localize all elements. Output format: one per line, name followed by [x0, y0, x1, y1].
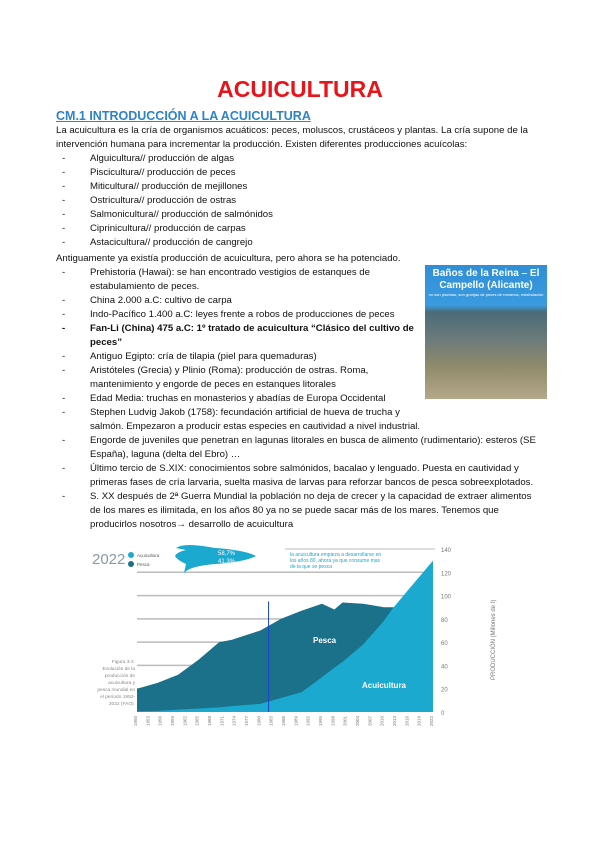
- x-tick-label: 1959: [170, 715, 175, 726]
- list-item: - Ciprinicultura// producción de carpas: [56, 222, 544, 236]
- series-label-acuicultura: Acuicultura: [362, 681, 407, 690]
- x-tick-label: 1962: [182, 715, 188, 726]
- list-item: - Último tercio de S.XIX: conocimientos sobre salmónidos, bacalao y lenguado. Puesta en cautividad y primeras fases de cría larvaria, suelta masiva de larvas para reforzar bancos de pesca sobreexplotados.: [56, 462, 544, 490]
- list-item: - Miticultura// producción de mejillones: [56, 180, 544, 194]
- production-chart: [80, 540, 550, 730]
- x-tick-label: 2010: [379, 715, 385, 726]
- x-tick-label: 2016: [404, 715, 410, 726]
- list-item: - Edad Media: truchas en monasterios y abadías de Europa Occidental: [56, 392, 430, 406]
- list-item: - Prehistoria (Hawai): se han encontrado vestigios de estanques de estabulamiento de peces.: [56, 266, 430, 294]
- legend-dot: [128, 552, 134, 558]
- x-tick-label: 1965: [194, 715, 200, 726]
- list-item: - Astacicultura// producción de cangrejo: [56, 236, 544, 250]
- photo-title: Baños de la Reina – El Campello (Alicante): [432, 268, 540, 291]
- intro-paragraph: [56, 124, 544, 250]
- list-item: - Aristóteles (Grecia) y Plinio (Roma): producción de ostras. Roma, mantenimiento y engorde de peces en estanques litorales: [56, 364, 430, 392]
- y-tick-label: 20: [441, 687, 448, 694]
- section-heading: CM.1 INTRODUCCIÓN A LA ACUICULTURA: [56, 109, 311, 123]
- x-tick-label: 1998: [330, 715, 336, 726]
- list-item: - Engorde de juveniles que penetran en lagunas litorales en busca de alimento (rudimentario): esteros (SE España), laguna (delta del Ebro) …: [56, 434, 544, 462]
- x-tick-label: 1992: [305, 715, 311, 726]
- series-label-pesca: Pesca: [313, 636, 337, 645]
- list-item: - Indo-Pacífico 1.400 a.C: leyes frente a robos de producciones de peces: [56, 308, 430, 322]
- y-tick-label: 120: [441, 571, 452, 578]
- list-item: - Antiguo Egipto: cría de tilapia (piel para quemaduras): [56, 350, 430, 364]
- y-tick-label: 60: [441, 641, 448, 648]
- legend-dot: [128, 561, 134, 567]
- x-tick-label: 2022: [429, 715, 434, 726]
- legend-percent: 41,3%: [218, 559, 236, 565]
- annotation-text: la acuicultura empieza a desarrollarse en los años 80, ahora ya que consume mas de la que se pesca: [290, 552, 382, 570]
- x-tick-label: 2001: [342, 715, 348, 726]
- x-tick-label: 1968: [207, 715, 212, 726]
- legend-percent: 58,7%: [218, 551, 236, 557]
- y-tick-label: 0: [441, 711, 445, 717]
- legend-label: Pesca: [137, 562, 150, 567]
- y-tick-label: 140: [441, 548, 452, 554]
- figure-caption: Figura 3-2. Evolución de la producción de acuicultura y pesca mundial en el período 1952-2022 (FAO).: [97, 660, 135, 707]
- x-tick-label: 1974: [231, 715, 237, 726]
- x-tick-label: 1989: [293, 715, 299, 726]
- list-item: - China 2.000 a.C: cultivo de carpa: [56, 294, 430, 308]
- y-axis-label: PRODUCCIÓN (Millones de t): [491, 599, 497, 680]
- x-tick-label: 1980: [256, 715, 262, 726]
- year-label: 2022: [92, 551, 126, 568]
- list-item: - Stephen Ludvig Jakob (1758): fecundación artificial de hueva de trucha y salmón. Empezaron a producir estas especies en cautividad a nivel industrial.: [56, 406, 430, 434]
- x-tick-label: 1986: [281, 715, 286, 726]
- x-tick-label: 1950: [133, 715, 138, 726]
- banos-de-la-reina-photo: [425, 265, 547, 399]
- y-tick-label: 80: [441, 617, 448, 624]
- productions-list: [56, 152, 544, 250]
- x-tick-label: 2013: [392, 715, 397, 726]
- x-tick-label: 2004: [355, 715, 360, 726]
- list-item: - Fan-Li (China) 475 a.C: 1º tratado de acuicultura “Clásico del cultivo de peces”: [56, 322, 430, 350]
- list-item: - Ostricultura// producción de ostras: [56, 194, 544, 208]
- list-item: - Alguicultura// producción de algas: [56, 152, 544, 166]
- page-title: ACUICULTURA: [217, 76, 383, 102]
- list-item: - Piscicultura// producción de peces: [56, 166, 544, 180]
- x-tick-label: 1956: [157, 715, 163, 726]
- x-tick-label: 1977: [244, 715, 249, 726]
- x-tick-label: 1953: [145, 715, 151, 726]
- fish-icon: [175, 545, 256, 573]
- x-tick-label: 1983: [268, 715, 274, 726]
- legend-label: Acuicultura: [137, 553, 160, 558]
- x-tick-label: 1995: [318, 715, 323, 726]
- photo-subtitle: no son piscinas, son granjas de peces de romanos, estabulación: [428, 292, 544, 297]
- x-tick-label: 2019: [416, 715, 422, 726]
- x-tick-label: 2007: [367, 715, 373, 726]
- y-tick-label: 40: [441, 664, 448, 671]
- list-item: - Salmonicultura// producción de salmónidos: [56, 208, 544, 222]
- list-item: - S. XX después de 2ª Guerra Mundial la población no deja de crecer y la capacidad de extraer alimentos de los mares es ilimitada, en los años 80 ya no se puede sacar más de los mares. Tenemos que producirlos nosotros→ desarrollo de acuicultura: [56, 490, 544, 532]
- intro-text: La acuicultura es la cría de organismos acuáticos: peces, moluscos, crustáceos y plantas. La cría supone de la intervención humana para incrementar la producción. Existen diferentes producciones acuícolas:: [56, 125, 528, 150]
- history-intro: Antiguamente ya existía producción de acuicultura, pero ahora se ha potenciado.: [56, 253, 401, 264]
- y-tick-label: 100: [441, 594, 452, 601]
- x-tick-label: 1971: [219, 715, 225, 726]
